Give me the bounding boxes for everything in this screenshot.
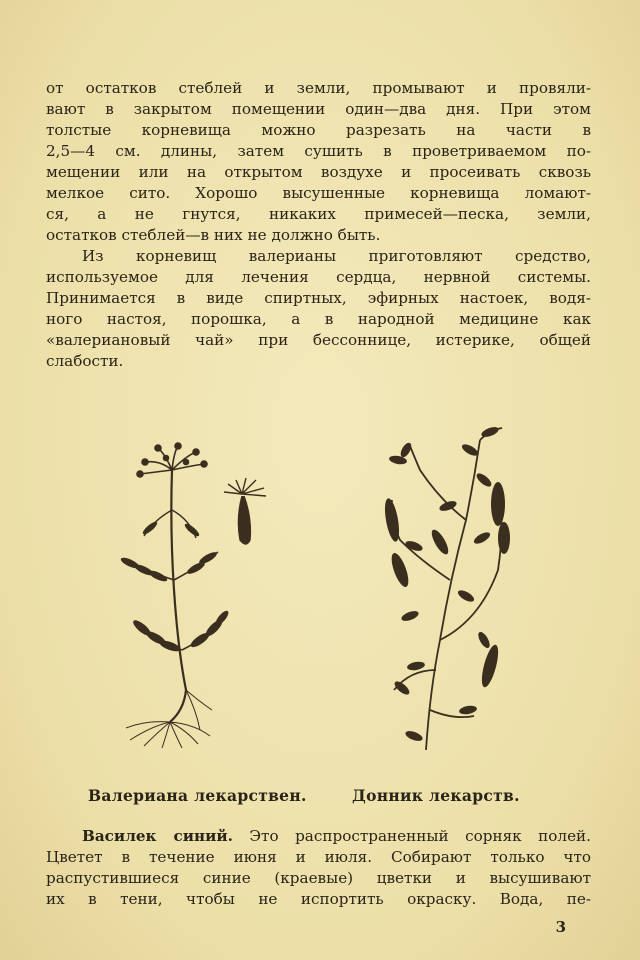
text-line: ся, а не гнутся, никаких примесей—песка, земли, (46, 205, 591, 223)
text-line: «валериановый чай» при бессоннице, истерике, общей (46, 331, 591, 349)
text-line: ного настоя, порошка, а в народной медицине как (46, 310, 591, 328)
valerian-illustration (100, 440, 300, 750)
text-line: используемое для лечения сердца, нервной системы. (46, 268, 591, 286)
text-line: мелкое сито. Хорошо высушенные корневища ломают- (46, 184, 591, 202)
text-line: мещении или на открытом воздухе и просеивать сквозь (46, 163, 591, 181)
text-line: Цветет в течение июня и июля. Собирают только что (46, 848, 591, 866)
text-line: толстые корневища можно разрезать на части в (46, 121, 591, 139)
text-line (46, 826, 591, 847)
text-line: Принимается в виде спиртных, эфирных настоек, водя- (46, 289, 591, 307)
paragraph-valerian-use (46, 246, 591, 372)
melilot-illustration (370, 420, 540, 760)
caption-melilot: Донник лекарств. (352, 786, 520, 805)
text-line: 2,5—4 см. длины, затем сушить в проветриваемом по- (46, 142, 591, 160)
text-line: остатков стеблей—в них не должно быть. (46, 226, 381, 244)
text-line: вают в закрытом помещении один—два дня. При этом (46, 100, 591, 118)
paragraph-lead: Василек синий. (82, 827, 233, 845)
text-line: распустившиеся синие (краевые) цветки и высушивают (46, 869, 591, 887)
text-line: Из корневищ валерианы приготовляют средство, (82, 247, 591, 265)
paragraph-valerian-drying (46, 78, 591, 246)
page-number: 3 (555, 918, 566, 936)
text-line: от остатков стеблей и земли, промывают и провяли- (46, 79, 591, 97)
paragraph-lead-rest: Это распространенный сорняк полей. (232, 827, 592, 845)
caption-valerian: Валериана лекарствен. (88, 786, 307, 805)
paragraph-cornflower (46, 826, 591, 910)
text-line: слабости. (46, 352, 124, 370)
text-line: их в тени, чтобы не испортить окраску. Вода, пе- (46, 890, 591, 908)
